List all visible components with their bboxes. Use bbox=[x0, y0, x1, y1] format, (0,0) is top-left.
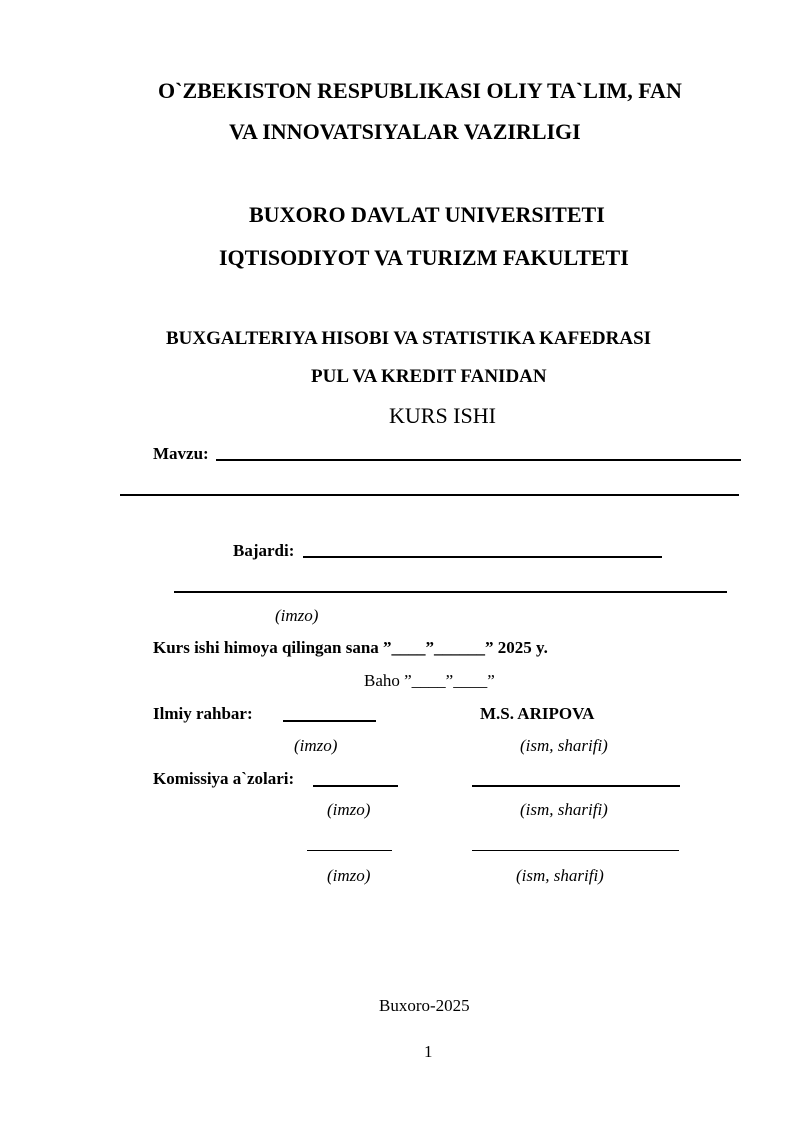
supervisor-name: M.S. ARIPOVA bbox=[480, 704, 595, 723]
performer-line bbox=[303, 556, 662, 558]
commission-signature-caption-1: (imzo) bbox=[327, 800, 371, 819]
supervisor-label: Ilmiy rahbar: bbox=[153, 704, 253, 723]
supervisor-name-caption: (ism, sharifi) bbox=[520, 736, 608, 755]
commission-name-line-2 bbox=[472, 850, 679, 851]
commission-name-caption-2: (ism, sharifi) bbox=[516, 866, 604, 885]
commission-signature-caption-2: (imzo) bbox=[327, 866, 371, 885]
commission-signature-line-2 bbox=[307, 850, 392, 851]
ministry-line-1: O`ZBEKISTON RESPUBLIKASI OLIY TA`LIM, FAN bbox=[158, 78, 682, 103]
work-type-title: KURS ISHI bbox=[389, 403, 496, 428]
topic-line-1 bbox=[216, 459, 741, 461]
department-name: BUXGALTERIYA HISOBI VA STATISTIKA KAFEDRASI bbox=[166, 328, 652, 349]
subject-name: PUL VA KREDIT FANIDAN bbox=[311, 366, 547, 387]
grade-field: Baho ”____”____” bbox=[364, 671, 495, 690]
performer-label: Bajardi: bbox=[233, 541, 295, 560]
commission-name-caption-1: (ism, sharifi) bbox=[520, 800, 608, 819]
supervisor-signature-line bbox=[283, 720, 376, 722]
performer-signature-caption: (imzo) bbox=[275, 606, 319, 625]
faculty-name: IQTISODIYOT VA TURIZM FAKULTETI bbox=[219, 245, 629, 270]
supervisor-signature-caption: (imzo) bbox=[294, 736, 338, 755]
commission-name-line-1 bbox=[472, 785, 680, 787]
city-year: Buxoro-2025 bbox=[379, 996, 470, 1015]
topic-line-2 bbox=[120, 494, 739, 496]
ministry-line-2: VA INNOVATSIYALAR VAZIRLIGI bbox=[229, 119, 581, 144]
commission-signature-line-1 bbox=[313, 785, 398, 787]
page-number: 1 bbox=[424, 1042, 433, 1061]
defense-date: Kurs ishi himoya qilingan sana ”____”______” 2025 y. bbox=[153, 638, 548, 657]
topic-label: Mavzu: bbox=[153, 444, 209, 463]
commission-label: Komissiya a`zolari: bbox=[153, 769, 295, 788]
performer-line-2 bbox=[174, 591, 727, 593]
university-name: BUXORO DAVLAT UNIVERSITETI bbox=[249, 202, 605, 227]
